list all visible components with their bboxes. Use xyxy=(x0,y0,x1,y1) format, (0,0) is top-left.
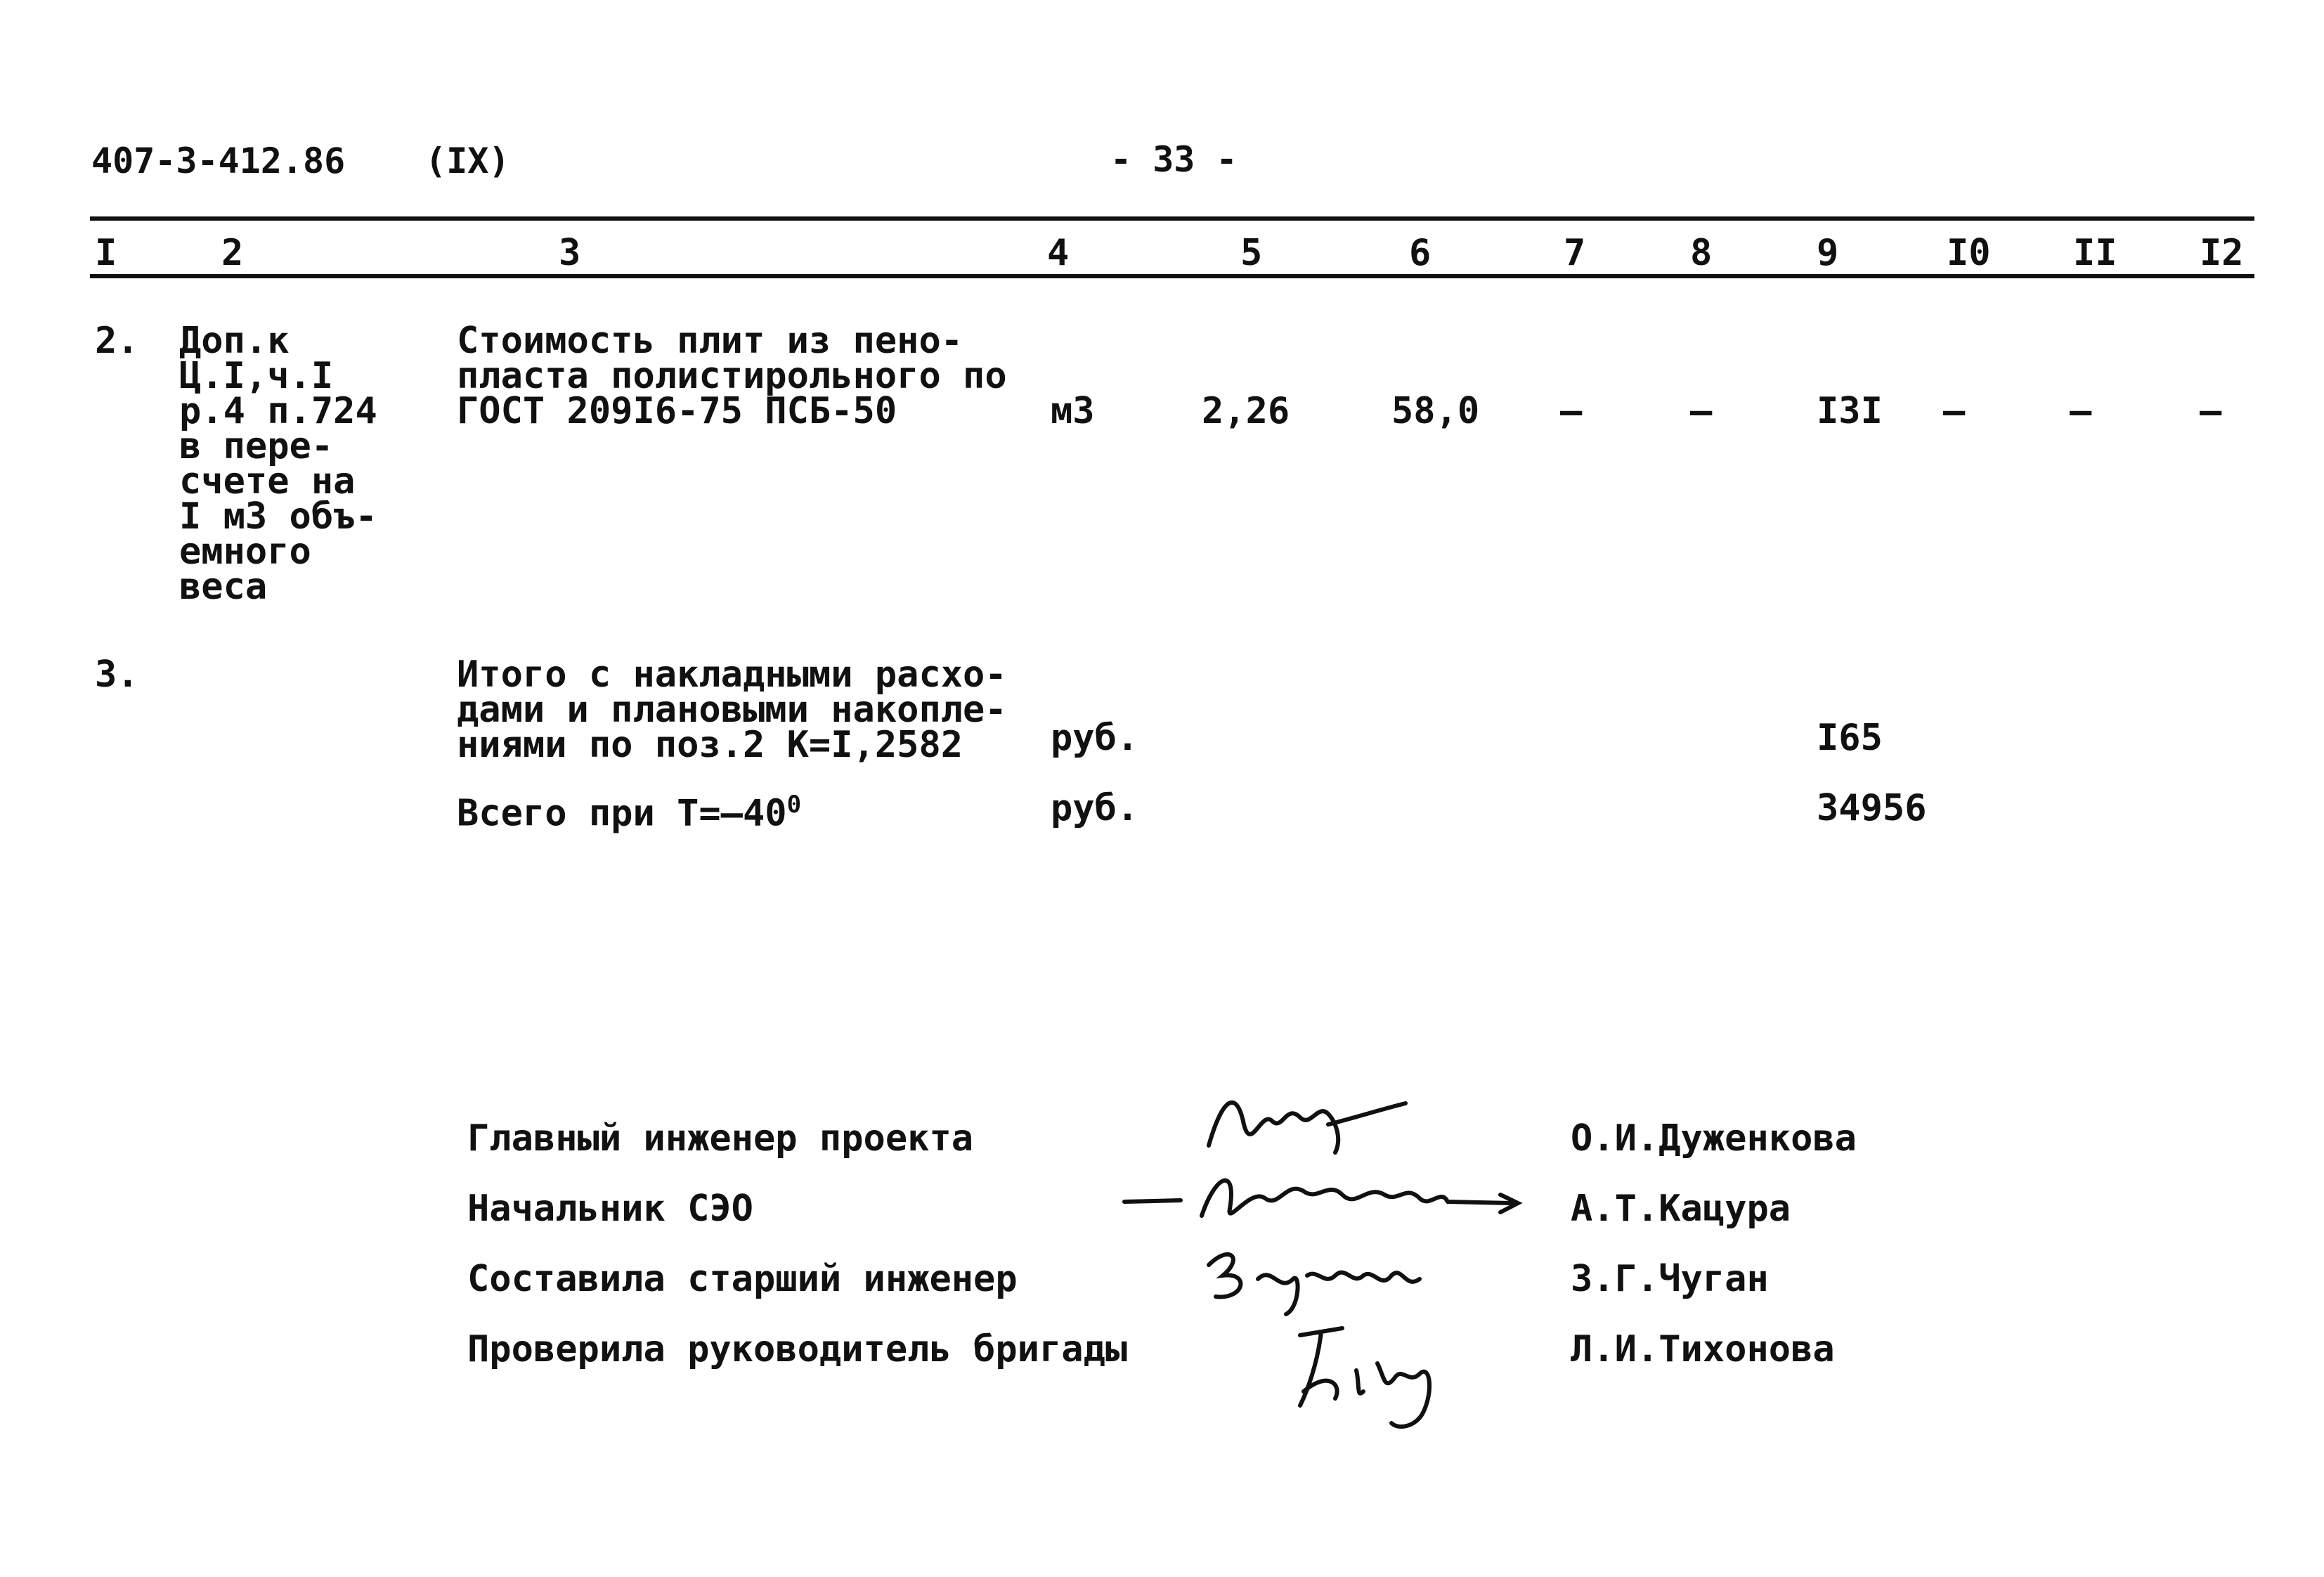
column-number-2: 2 xyxy=(221,232,244,274)
signature-role-1: Главный инженер проекта xyxy=(467,1117,974,1160)
signature-name-3: З.Г.Чуган xyxy=(1571,1258,1769,1300)
column-number-9: 9 xyxy=(1817,232,1839,274)
signature-name-2: А.Т.Кацура xyxy=(1571,1188,1791,1230)
row-2-description: Стоимость плит из пено- пласта полистирольного по ГОСТ 209I6-75 ПСБ-50 xyxy=(457,320,1007,432)
column-number-4: 4 xyxy=(1047,232,1070,274)
row-2-unit: м3 xyxy=(1051,390,1095,432)
column-header-rule xyxy=(90,274,2254,278)
column-number-10: I0 xyxy=(1947,232,1991,274)
row-2-number: 2. xyxy=(95,320,139,362)
column-number-7: 7 xyxy=(1564,232,1586,274)
column-number-5: 5 xyxy=(1240,232,1263,274)
total-sum: 34956 xyxy=(1817,787,1927,829)
total-degree-sup: 0 xyxy=(786,791,802,819)
column-number-1: I xyxy=(95,232,117,274)
column-number-12: I2 xyxy=(2200,232,2244,274)
signature-role-3: Составила старший инженер xyxy=(467,1258,1018,1300)
document-part: (IX) xyxy=(425,141,510,181)
signature-name-4: Л.И.Тихонова xyxy=(1571,1328,1835,1370)
row-2-col8: – xyxy=(1690,390,1713,432)
row-2-col9: I3I xyxy=(1817,390,1883,432)
top-rule xyxy=(90,216,2254,221)
handwritten-signature-3 xyxy=(1195,1237,1462,1321)
signature-name-1: О.И.Дуженкова xyxy=(1571,1117,1857,1160)
handwritten-signature-2 xyxy=(1117,1160,1539,1237)
document-code: 407-3-412.86 xyxy=(91,141,346,181)
row-2-price: 58,0 xyxy=(1391,390,1480,432)
row-3-description: Итого с накладными расхо- дами и плановыми накопле- ниями по поз.2 К=I,2582 xyxy=(457,654,1007,766)
handwritten-signature-1 xyxy=(1195,1082,1420,1167)
column-number-8: 8 xyxy=(1690,232,1713,274)
row-2-reference: Доп.к Ц.I,ч.I р.4 п.724 в пере- счете на I м3 объ- емного веса xyxy=(179,320,377,608)
total-description xyxy=(457,787,802,835)
column-number-3: 3 xyxy=(559,232,581,274)
page-number: - 33 - xyxy=(1110,139,1238,180)
row-3-unit: руб. xyxy=(1051,717,1139,759)
row-2-col12: – xyxy=(2200,390,2222,432)
column-number-11: II xyxy=(2073,232,2117,274)
row-2-col7: – xyxy=(1560,390,1583,432)
column-number-6: 6 xyxy=(1409,232,1432,274)
row-2-col11: – xyxy=(2070,390,2092,432)
row-3-col9: I65 xyxy=(1817,717,1883,759)
row-3-number: 3. xyxy=(95,654,139,696)
handwritten-signature-4 xyxy=(1279,1321,1462,1434)
signature-role-2: Начальник СЭО xyxy=(467,1188,753,1230)
row-2-quantity: 2,26 xyxy=(1202,390,1290,432)
row-2-col10: – xyxy=(1943,390,1966,432)
total-unit: руб. xyxy=(1051,787,1139,829)
total-description-text: Всего при Т=–40 xyxy=(457,792,787,835)
signature-role-4: Проверила руководитель бригады xyxy=(467,1328,1128,1370)
